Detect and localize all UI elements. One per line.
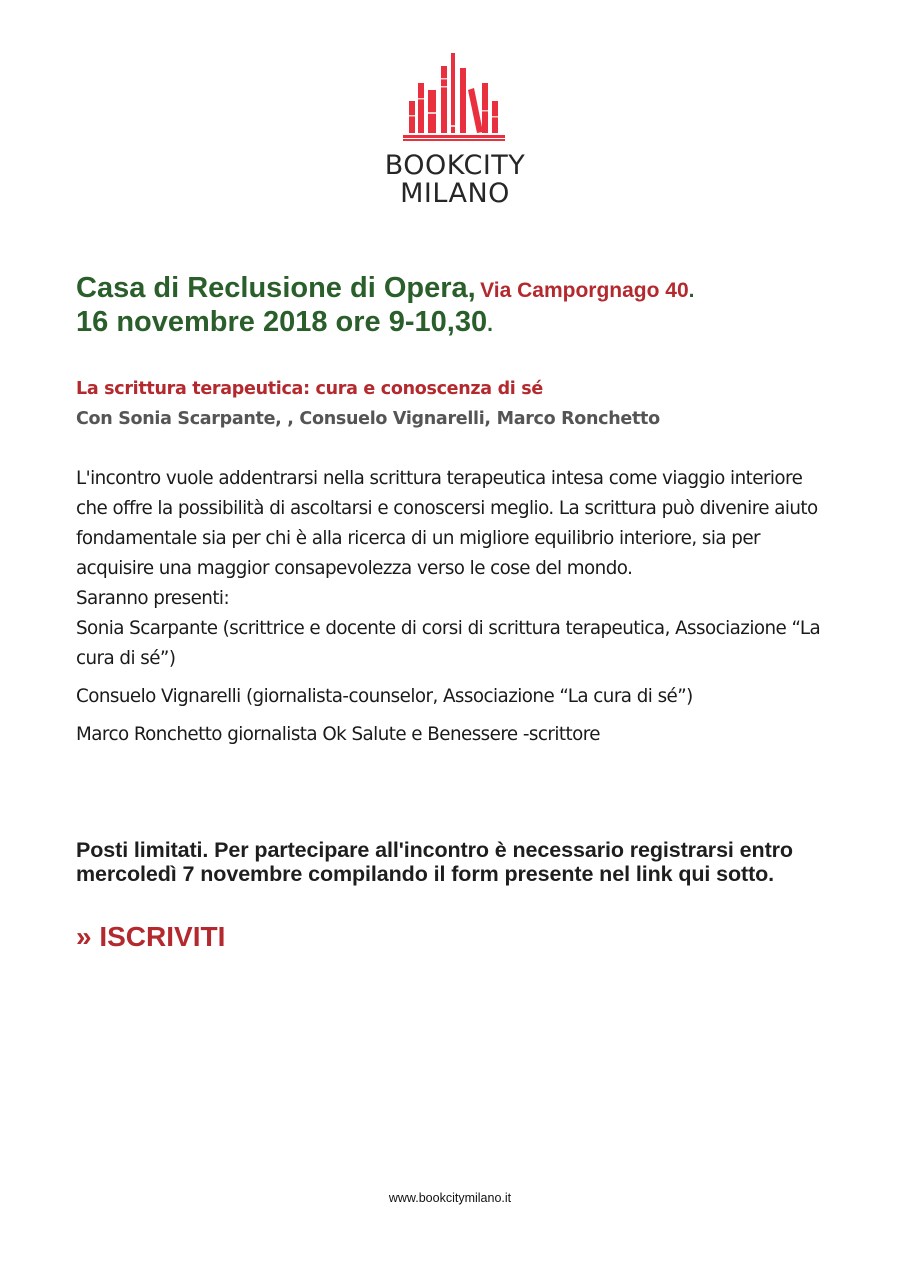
datetime-line [76,306,493,339]
presenter-item: Marco Ronchetto giornalista Ok Salute e Benessere -scrittore [76,724,601,745]
event-title: La scrittura terapeutica: cura e conoscenza di sé [76,379,543,399]
event-description [76,464,836,750]
bookshelf-icon [370,40,540,150]
venue-address: Via Camporgnago 40 [480,279,689,302]
presenter-item: Consuelo Vignarelli (giornalista-counselor, Associazione “La cura di sé”) [76,686,693,707]
event-datetime: 16 novembre 2018 ore 9-10,30 [76,306,488,338]
venue-name: Casa di Reclusione di Opera, [76,272,476,304]
bookcity-logo [370,40,540,220]
footer-website: www.bookcitymilano.it [388,1191,512,1205]
address-period: . [688,279,695,302]
datetime-period: . [487,313,493,336]
presenter-item: Sonia Scarpante (scrittrice e docente di corsi di scrittura terapeutica, Associazione “La cura di sé”) [76,618,821,669]
present-label: Saranno presenti: [76,588,230,609]
description-paragraph: L'incontro vuole addentrarsi nella scrittura terapeutica intesa come viaggio interiore che offre la possibilità di ascoltarsi e conoscersi meglio. La scrittura può divenire aiuto fondamentale sia per chi è alla ricerca di un migliore equilibrio interiore, sia per acquisire una maggior consapevolezza verso le cose del mondo. [76,468,818,579]
venue-line [76,272,695,305]
registration-notice: Posti limitati. Per partecipare all'incontro è necessario registrarsi entro mercoledì 7 novembre compilando il form presente nel link qui sotto. [76,838,793,886]
logo-text-milano: MILANO [400,178,510,209]
logo-text-bookcity: BOOKCITY [384,150,526,181]
register-link[interactable]: » ISCRIVITI [76,921,226,952]
event-speakers: Con Sonia Scarpante, , Consuelo Vignarelli, Marco Ronchetto [76,409,660,429]
